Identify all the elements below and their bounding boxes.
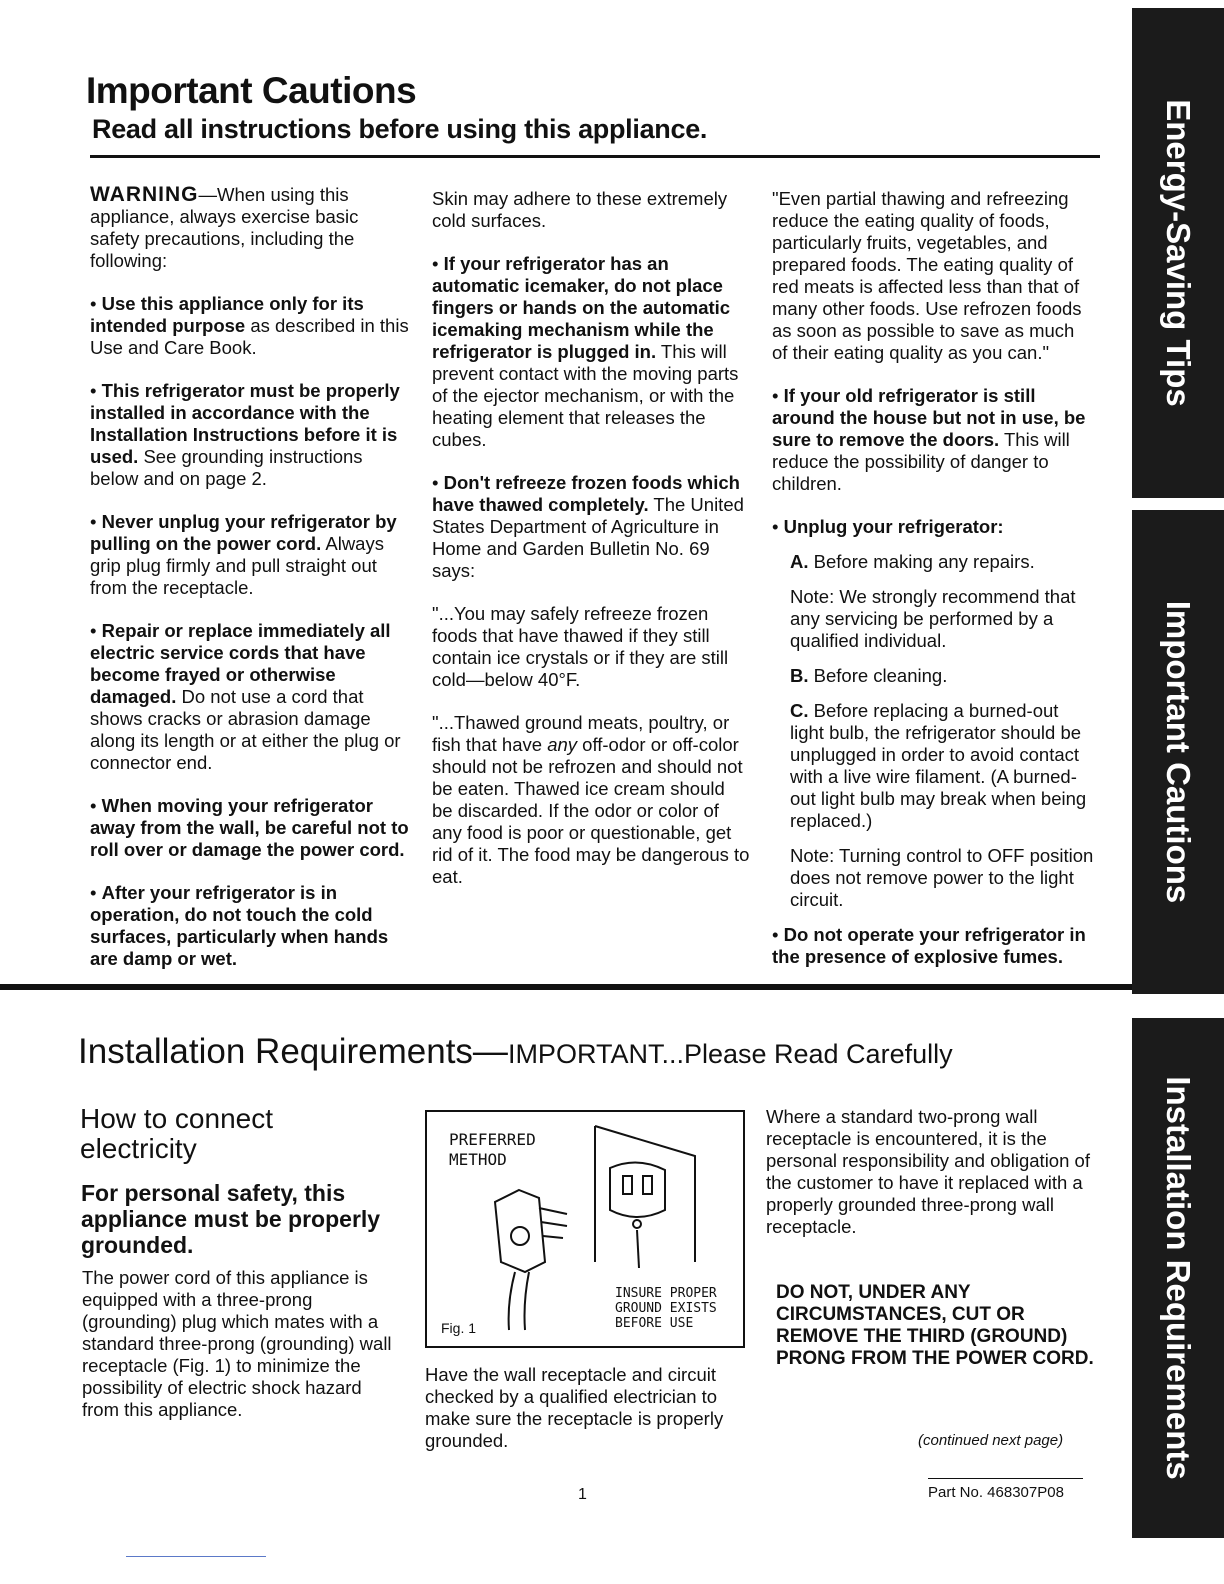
list-item: A. Before making any repairs. <box>790 551 1035 572</box>
tab-important-cautions: Important Cautions <box>1132 510 1224 994</box>
quote-paragraph: "...You may safely refreeze frozen foods that have thawed if they still contain ice crystals or if they are still cold—below 40°F. <box>432 603 729 690</box>
figure-ground-note: INSURE PROPER GROUND EXISTS BEFORE USE <box>615 1286 717 1331</box>
section-tabs <box>1132 0 1224 1584</box>
warning-paragraph: WARNING—When using this appliance, always exercise basic safety precautions, including the following: <box>90 183 359 271</box>
page-number: 1 <box>578 1486 587 1503</box>
caution-item: • Unplug your refrigerator: <box>772 516 1004 537</box>
header-divider <box>90 155 1100 158</box>
figure-caption: Fig. 1 <box>441 1320 477 1336</box>
caution-item: • When moving your refrigerator away from the wall, be careful not to roll over or damage the power cord. <box>90 795 409 860</box>
caution-item: • This refrigerator must be properly installed in accordance with the Installation Instructions before it is used. See grounding instructions below and on page 2. <box>90 380 400 489</box>
page-subtitle: Read all instructions before using this appliance. <box>92 114 708 144</box>
safety-heading: For personal safety, this appliance must be properly grounded. <box>81 1180 381 1258</box>
footer-rule <box>126 1556 266 1557</box>
part-number-rule <box>928 1478 1083 1479</box>
receptacle-check-paragraph: Have the wall receptacle and circuit checked by a qualified electrician to make sure the receptacle is properly grounded. <box>425 1364 724 1451</box>
warning-lead: WARNING <box>90 183 199 206</box>
caution-item: • If your old refrigerator is still around the house but not in use, be sure to remove the doors. This will reduce the possibility of danger to children. <box>772 385 1086 494</box>
caution-item: • Do not operate your refrigerator in the presence of explosive fumes. <box>772 924 1086 967</box>
continued-note: (continued next page) <box>918 1432 1064 1449</box>
unplug-list <box>772 516 1094 911</box>
list-item: C. Before replacing a burned-out light bulb, the refrigerator should be unplugged in order to avoid contact with a live wire filament. (A burned-out light bulb may break when being replaced.) <box>790 700 1087 831</box>
caution-item: • Don't refreeze frozen foods which have thawed completely. The United States Department of Agriculture in Home and Garden Bulletin No. 69 says: <box>432 472 744 581</box>
ground-prong-warning: DO NOT, UNDER ANY CIRCUMSTANCES, CUT OR REMOVE THE THIRD (GROUND) PRONG FROM THE POWER CORD. <box>776 1282 1094 1369</box>
quote-paragraph: "...Thawed ground meats, poultry, or fish that have any off-odor or off-color should not be refrozen and should not be eaten. Thawed ice cream should be discarded. If the odor or color of any food is poor or questionable, get rid of it. The food may be dangerous to eat. <box>432 712 750 887</box>
caution-item: • Repair or replace immediately all electric service cords that have become frayed or otherwise damaged. Do not use a cord that shows cracks or abrasion damage along its length or at either the plug or connector end. <box>90 620 401 773</box>
installation-heading: Installation Requirements—IMPORTANT...Please Read Carefully <box>78 1032 953 1071</box>
caution-item: • If your refrigerator has an automatic icemaker, do not place fingers or hands on the automatic icemaking mechanism while the refrigerator is plugged in. This will prevent contact with the moving parts of the ejector mechanism, or with the heating element that releases the cubes. <box>432 253 739 450</box>
cautions-column-3 <box>772 188 1094 989</box>
cautions-column-1 <box>90 184 412 991</box>
caution-item: • After your refrigerator is in operation, do not touch the cold surfaces, particularly when hands are damp or wet. <box>90 882 389 969</box>
quote-paragraph: "Even partial thawing and refreezing reduce the eating quality of foods, particularly fruits, vegetables, and prepared foods. The eating quality of red meats is affected less than that of many other foods. Use refrozen foods as soon as possible to save as much of their eating quality as you can." <box>772 188 1082 363</box>
list-item: B. Before cleaning. <box>790 665 948 686</box>
figure-grounding <box>425 1110 745 1348</box>
two-prong-paragraph: Where a standard two-prong wall receptacle is encountered, it is the personal responsibility and obligation of the customer to have it replaced with a properly grounded three-prong wall receptacle. <box>766 1106 1090 1237</box>
list-note: Note: We strongly recommend that any servicing be performed by a qualified individual. <box>790 586 1076 651</box>
caution-item: • Never unplug your refrigerator by pulling on the power cord. Always grip plug firmly and pull straight out from the receptacle. <box>90 511 397 598</box>
power-cord-paragraph: The power cord of this appliance is equipped with a three-prong (grounding) plug which mates with a standard three-prong (grounding) wall receptacle (Fig. 1) to minimize the possibility of electric shock hazard from this appliance. <box>82 1267 392 1420</box>
caution-item: • Use this appliance only for its intended purpose as described in this Use and Care Book. <box>90 293 409 358</box>
caution-item-continued: Skin may adhere to these extremely cold surfaces. <box>432 188 728 231</box>
page-title: Important Cautions <box>86 70 417 111</box>
part-number: Part No. 468307P08 <box>928 1484 1064 1501</box>
cautions-column-2 <box>432 188 750 909</box>
section-divider <box>0 984 1135 990</box>
tab-energy-saving-tips: Energy-Saving Tips <box>1132 8 1224 498</box>
tab-installation-requirements: Installation Requirements <box>1132 1018 1224 1538</box>
connect-heading: How to connect electricity <box>80 1103 273 1164</box>
list-note: Note: Turning control to OFF position does not remove power to the light circuit. <box>790 845 1094 910</box>
figure-preferred-label: PREFERRED METHOD <box>449 1130 536 1169</box>
